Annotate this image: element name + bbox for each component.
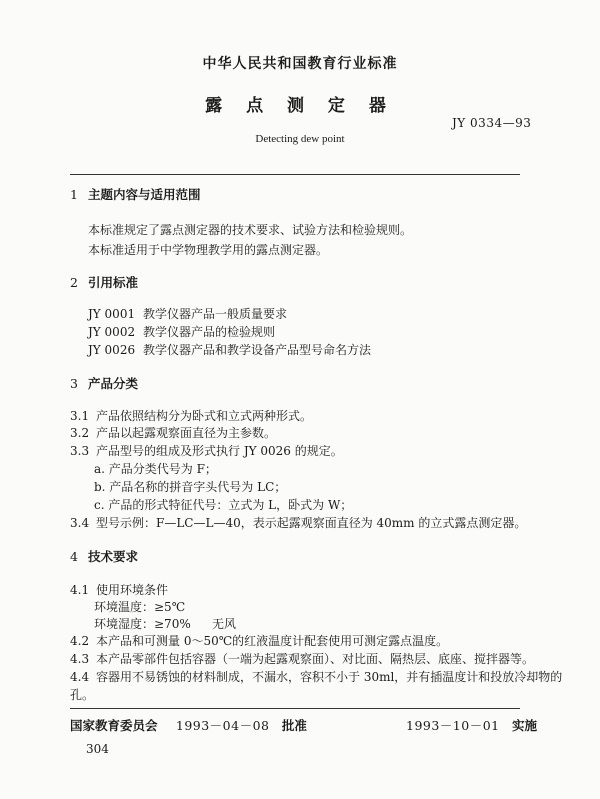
- standard-type: 中华人民共和国教育行业标准: [202, 56, 398, 72]
- standard-code: JY 0334—93: [452, 116, 532, 130]
- section-number: 1: [70, 187, 78, 202]
- reference-item: [88, 323, 275, 340]
- clause-item: [70, 668, 562, 685]
- clause-text: 产品型号的组成及形式执行 JY 0026 的规定。: [96, 444, 343, 458]
- section-2-heading: [70, 273, 138, 291]
- env-temperature: 环境温度：≥5℃: [94, 600, 186, 614]
- clause-number: 3.3: [70, 444, 90, 458]
- issuer: 国家教育委员会: [70, 718, 158, 733]
- section-title: 主题内容与适用范围: [88, 187, 201, 202]
- clause-number: 4.1: [70, 583, 90, 597]
- section-3-heading: [70, 374, 138, 392]
- document-title: 露 点 测 定 器: [205, 96, 395, 116]
- clause-number: 4.4: [70, 670, 90, 684]
- reference-code: JY 0026: [88, 343, 136, 357]
- clause-text: 使用环境条件: [96, 583, 169, 597]
- clause-number: 3.2: [70, 426, 90, 440]
- section-number: 2: [70, 275, 78, 290]
- sub-item: b. 产品名称的拼音字头代号为 LC；: [94, 480, 287, 494]
- effective-label: 实施: [511, 718, 537, 733]
- section-title: 产品分类: [88, 376, 139, 391]
- sub-item: a. 产品分类代号为 F；: [94, 462, 217, 476]
- clause-item: [70, 650, 534, 667]
- section-title: 引用标准: [88, 275, 139, 290]
- sub-item: c. 产品的形式特征代号：立式为 L，卧式为 W；: [94, 498, 353, 512]
- approve-label: 批准: [281, 718, 307, 733]
- effective-date: 1993－10－01: [406, 718, 500, 733]
- issuer-line: [70, 716, 307, 734]
- env-wind: 无风: [212, 617, 237, 631]
- page-number: 304: [86, 742, 109, 756]
- clause-text: 本产品零部件包括容器（一端为起露观察面）、对比面、隔热层、底座、搅拌器等。: [96, 652, 535, 666]
- section-title: 技术要求: [88, 549, 139, 564]
- clause-number: 3.1: [70, 409, 90, 423]
- reference-title: 教学仪器产品一般质量要求: [143, 307, 288, 321]
- reference-title: 教学仪器产品和教学设备产品型号命名方法: [143, 343, 372, 357]
- clause-item: [70, 407, 312, 424]
- reference-item: [88, 341, 371, 358]
- clause-text: 产品以起露观察面直径为主参数。: [96, 426, 277, 440]
- section-1-heading: [70, 185, 201, 203]
- reference-item: [88, 305, 287, 322]
- paragraph: 本标准规定了露点测定器的技术要求、试验方法和检验规则。: [88, 223, 413, 237]
- section-number: 4: [70, 549, 78, 564]
- clause-number: 3.4: [70, 516, 90, 530]
- clause-continuation: 孔。: [70, 688, 95, 702]
- clause-item: [70, 581, 168, 598]
- clause-item: [70, 442, 343, 459]
- clause-text: 容器用不易锈蚀的材料制成，不漏水，容积不小于 30ml，并有插温度计和投放冷却物的: [96, 670, 563, 684]
- env-humidity: 环境湿度：≥70%: [94, 617, 191, 631]
- clause-item: [70, 632, 448, 649]
- english-subtitle: Detecting dew point: [255, 133, 345, 145]
- approve-date: 1993－04－08: [175, 718, 270, 733]
- clause-item: [70, 424, 276, 441]
- clause-text: 本产品和可测量 0～50℃的红液温度计配套使用可测定露点温度。: [96, 634, 449, 648]
- reference-code: JY 0001: [88, 307, 136, 321]
- reference-code: JY 0002: [88, 325, 136, 339]
- section-4-heading: [70, 547, 138, 565]
- effective-line: [406, 716, 537, 734]
- clause-text: 产品依照结构分为卧式和立式两种形式。: [96, 409, 313, 423]
- clause-number: 4.2: [70, 634, 90, 648]
- footer-rule: [70, 708, 520, 709]
- clause-number: 4.3: [70, 652, 90, 666]
- header-rule: [70, 174, 520, 175]
- section-number: 3: [70, 376, 78, 391]
- paragraph: 本标准适用于中学物理教学用的露点测定器。: [88, 243, 329, 257]
- reference-title: 教学仪器产品的检验规则: [143, 325, 276, 339]
- clause-text: 型号示例：F—LC—L—40，表示起露观察面直径为 40mm 的立式露点测定器。: [96, 516, 527, 530]
- clause-item: [70, 514, 526, 531]
